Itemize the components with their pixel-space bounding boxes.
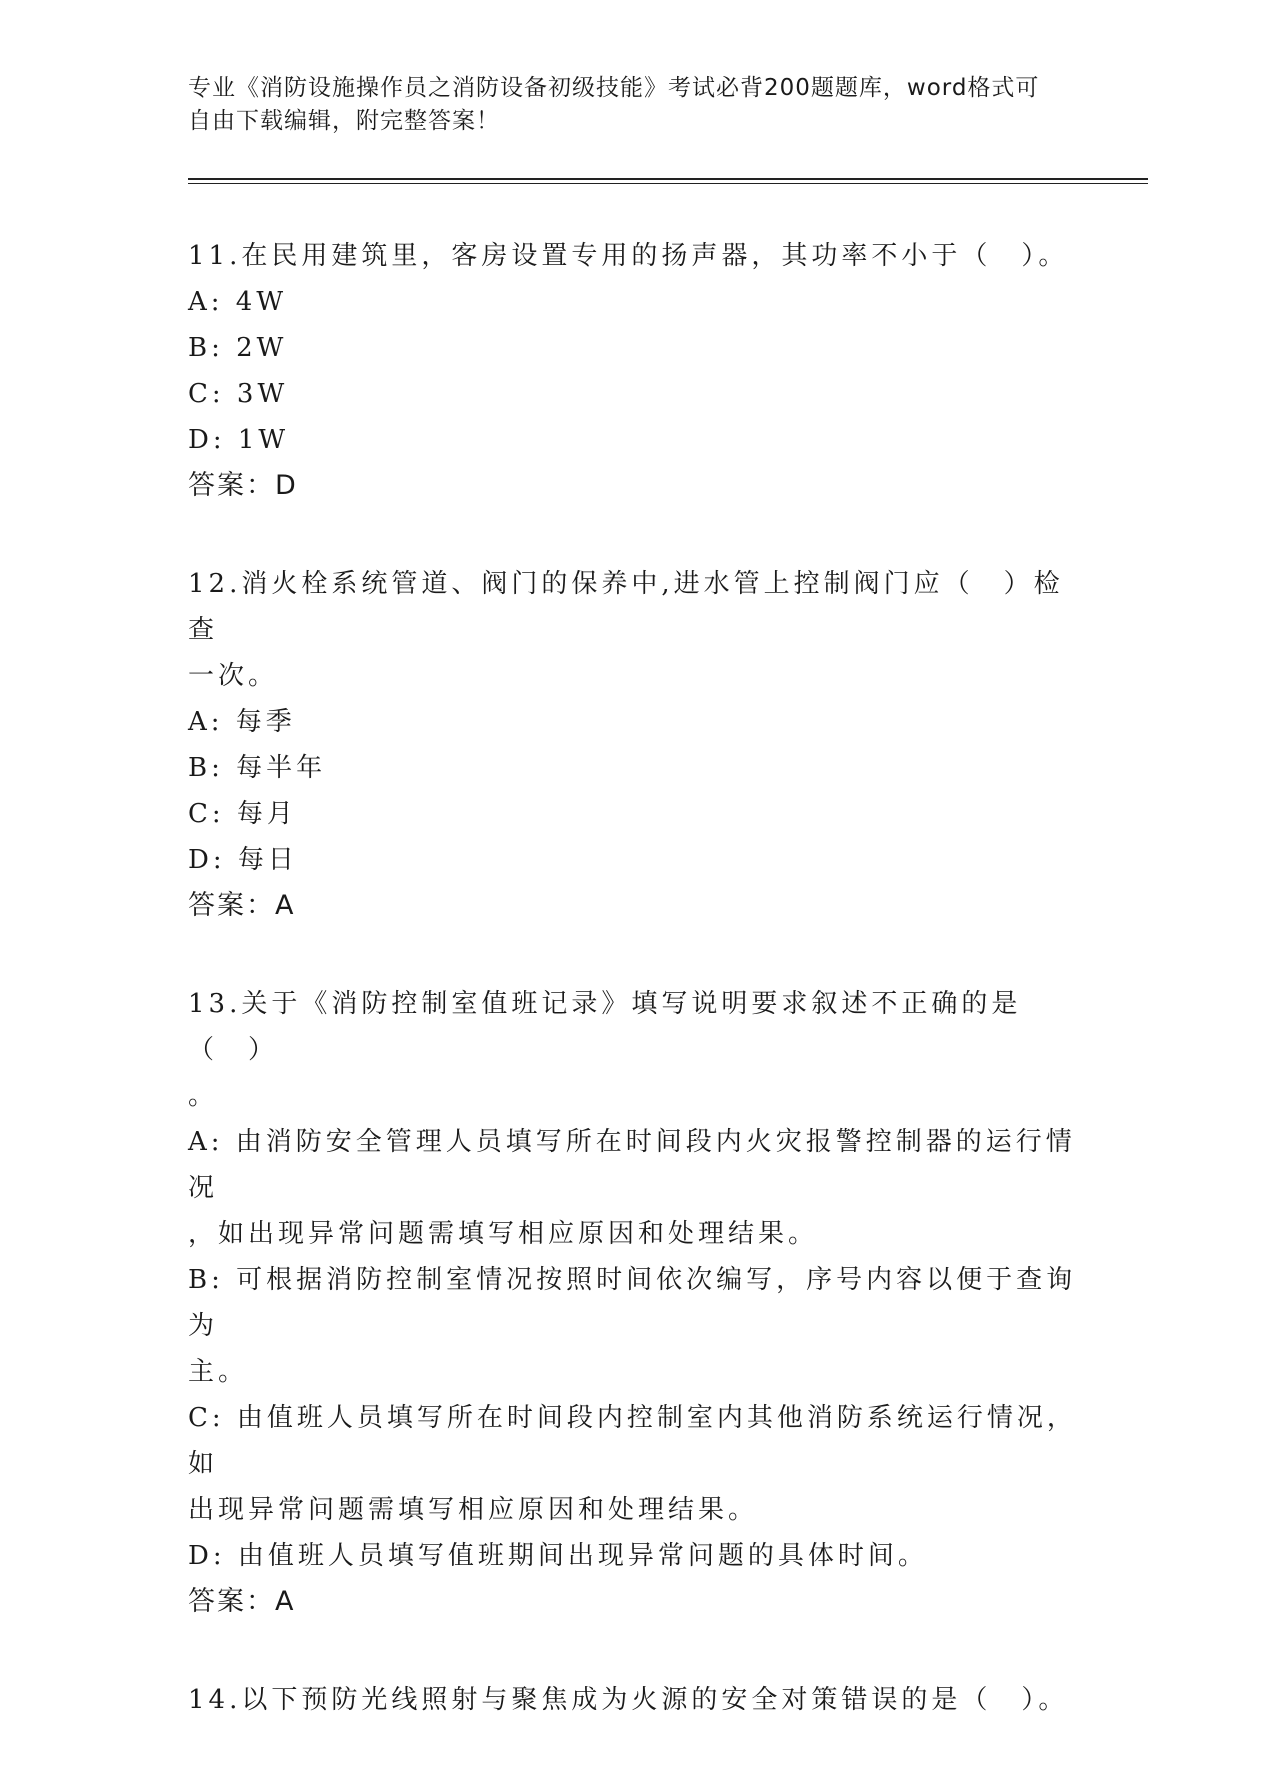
option-line: ，如出现异常问题需填写相应原因和处理结果。 [188,1219,819,1249]
header-divider-thick [188,178,1148,180]
option-line: D: 1W [188,425,290,455]
option-line: B: 每半年 [188,753,327,783]
question-block [188,981,1088,1625]
option-line: D: 由值班人员填写值班期间出现异常问题的具体时间。 [188,1541,928,1571]
header-line-1: 专业《消防设施操作员之消防设备初级技能》考试必背200题题库，word格式可 [188,75,1040,101]
question-list [188,233,1088,1775]
document-header [188,72,1068,138]
question-text: 11.在民用建筑里，客房设置专用的扬声器，其功率不小于（ ）。 [188,241,1069,271]
question-block [188,561,1088,929]
question-text: 。 [188,1081,219,1111]
header-line-2: 自由下载编辑，附完整答案！ [188,108,500,134]
option-line: A: 每季 [188,707,296,737]
question-block [188,233,1088,509]
option-line: B: 可根据消防控制室情况按照时间依次编写，序号内容以便于查询为 [188,1265,1077,1341]
option-line: 主。 [188,1357,249,1387]
question-text: 13.关于《消防控制室值班记录》填写说明要求叙述不正确的是（ ） [188,989,1022,1065]
header-divider-thin [188,183,1148,184]
answer-line: 答案：D [188,470,298,501]
option-line: D: 每日 [188,845,298,875]
question-text: 一次。 [188,661,279,691]
question-block [188,1677,1088,1723]
option-line: B: 2W [188,333,288,363]
question-text: 14.以下预防光线照射与聚焦成为火源的安全对策错误的是（ ）。 [188,1685,1069,1715]
option-line: 出现异常问题需填写相应原因和处理结果。 [188,1495,759,1525]
question-text: 12.消火栓系统管道、阀门的保养中,进水管上控制阀门应（ ）检查 [188,569,1064,645]
option-line: C: 3W [188,379,289,409]
option-line: A: 4W [188,287,288,317]
option-line: C: 每月 [188,799,297,829]
answer-line: 答案：A [188,1586,296,1617]
answer-line: 答案：A [188,890,296,921]
option-line: A: 由消防安全管理人员填写所在时间段内火灾报警控制器的运行情况 [188,1127,1076,1203]
option-line: C: 由值班人员填写所在时间段内控制室内其他消防系统运行情况，如 [188,1403,1077,1479]
